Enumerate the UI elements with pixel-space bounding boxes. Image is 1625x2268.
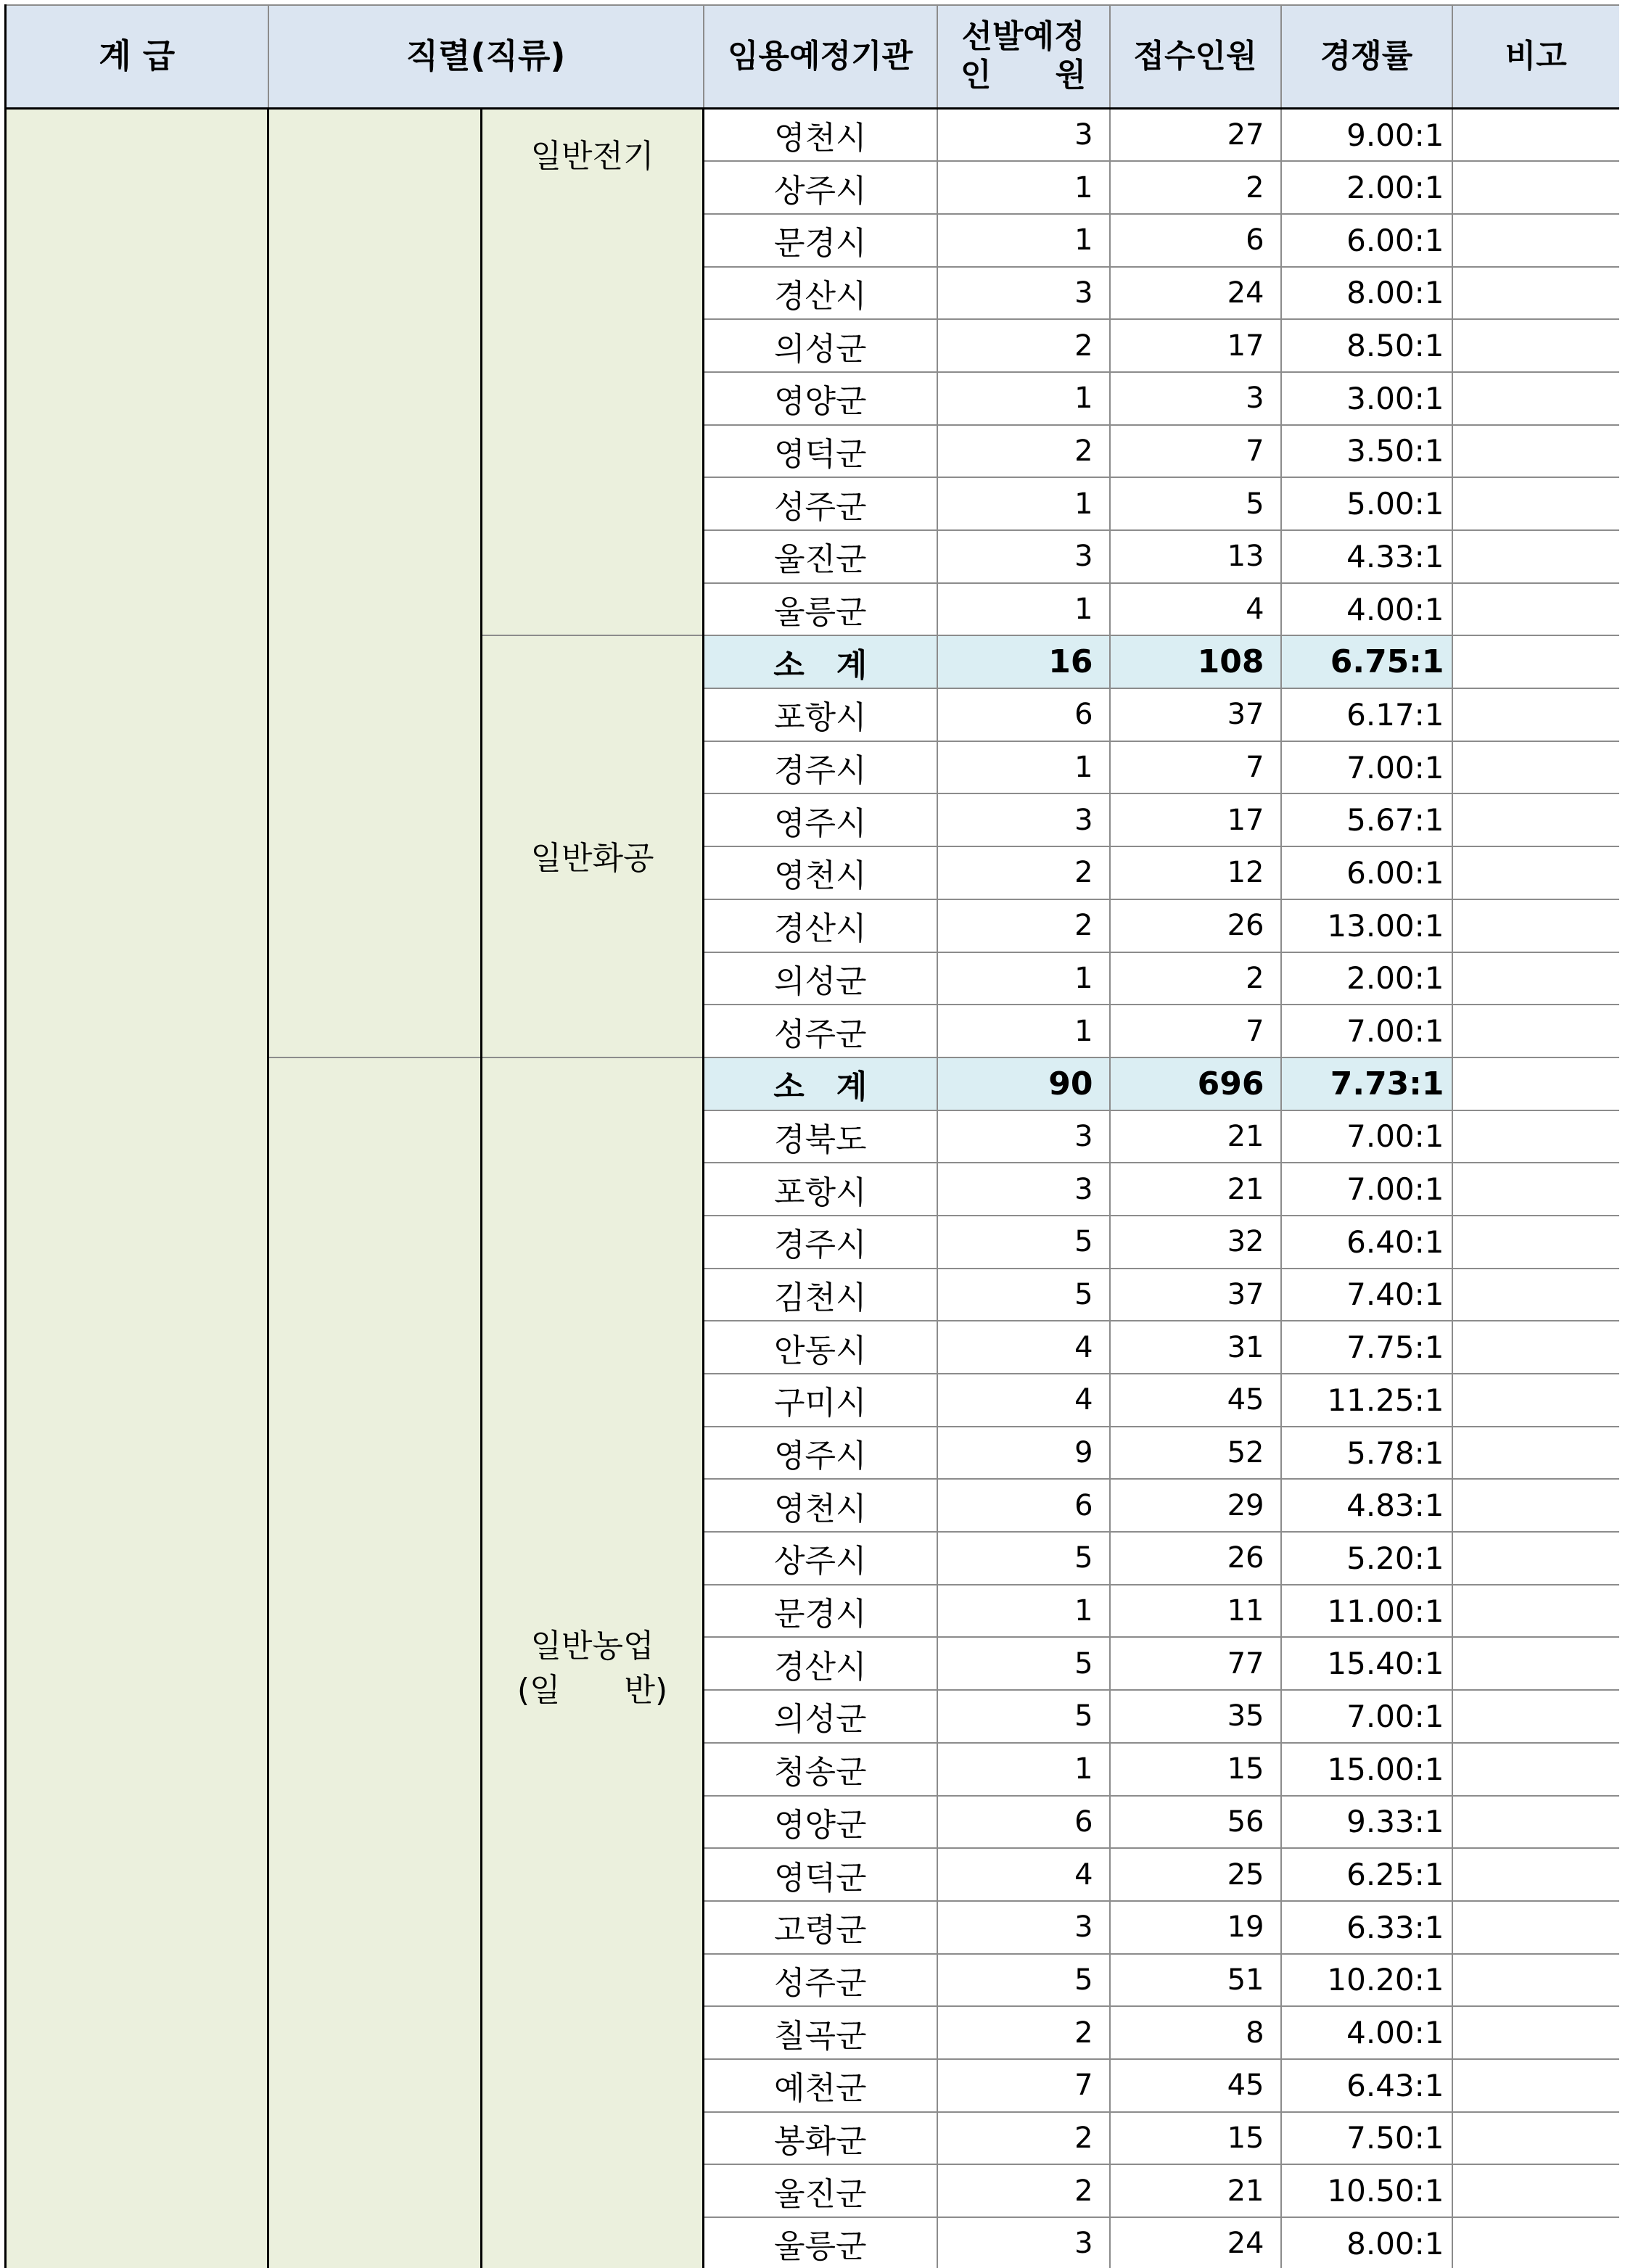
- planned-cell: 5: [937, 1532, 1110, 1585]
- header-rate: 경쟁률: [1281, 5, 1452, 109]
- note-cell: [1452, 319, 1619, 372]
- header-series: 직렬(직류): [268, 5, 704, 109]
- agency-cell: 청송군: [704, 1743, 937, 1796]
- planned-cell: 3: [937, 1110, 1110, 1163]
- note-cell: [1452, 2217, 1619, 2268]
- agency-cell: 영양군: [704, 372, 937, 425]
- agency-cell: 구미시: [704, 1374, 937, 1427]
- note-cell: [1452, 741, 1619, 794]
- header-applicants: 접수인원: [1110, 5, 1281, 109]
- rate-cell: 7.50:1: [1281, 2112, 1452, 2165]
- rate-cell: 3.00:1: [1281, 372, 1452, 425]
- table-row: [6, 109, 1620, 162]
- planned-cell: 5: [937, 1216, 1110, 1269]
- header-planned: [937, 5, 1110, 109]
- rate-cell: 4.83:1: [1281, 1479, 1452, 1532]
- agency-cell: 경북도: [704, 1110, 937, 1163]
- rate-cell: 6.25:1: [1281, 1848, 1452, 1901]
- agency-cell: 영천시: [704, 846, 937, 899]
- subtotal-applicants: 108: [1110, 635, 1281, 688]
- note-cell: [1452, 1901, 1619, 1954]
- planned-cell: 2: [937, 2112, 1110, 2165]
- header-planned-line2: 인 원: [960, 57, 1087, 94]
- planned-cell: 3: [937, 530, 1110, 583]
- rate-cell: 10.50:1: [1281, 2164, 1452, 2217]
- rate-cell: 7.00:1: [1281, 741, 1452, 794]
- note-cell: [1452, 1321, 1619, 1374]
- rate-cell: 7.00:1: [1281, 1110, 1452, 1163]
- job-label-nongeop-line2: (일 반): [517, 1672, 668, 1710]
- agency-cell: 상주시: [704, 161, 937, 214]
- applicants-cell: 2: [1110, 161, 1281, 214]
- note-cell: [1452, 1110, 1619, 1163]
- rate-cell: 11.25:1: [1281, 1374, 1452, 1427]
- note-cell: [1452, 1743, 1619, 1796]
- note-cell: [1452, 688, 1619, 741]
- note-cell: [1452, 477, 1619, 530]
- planned-cell: 3: [937, 267, 1110, 320]
- applicants-cell: 27: [1110, 109, 1281, 162]
- agency-cell: 영덕군: [704, 425, 937, 478]
- applicants-cell: 26: [1110, 1532, 1281, 1585]
- subtotal-label: 소 계: [704, 1057, 937, 1110]
- subtotal-applicants: 696: [1110, 1057, 1281, 1110]
- agency-cell: 영주시: [704, 1427, 937, 1480]
- agency-cell: 경주시: [704, 741, 937, 794]
- agency-cell: 성주군: [704, 477, 937, 530]
- note-cell: [1452, 2164, 1619, 2217]
- planned-cell: 1: [937, 1585, 1110, 1638]
- agency-cell: 경산시: [704, 267, 937, 320]
- applicants-cell: 21: [1110, 1110, 1281, 1163]
- note-cell: [1452, 109, 1619, 162]
- planned-cell: 2: [937, 846, 1110, 899]
- agency-cell: 봉화군: [704, 2112, 937, 2165]
- note-cell: [1452, 1848, 1619, 1901]
- applicants-cell: 45: [1110, 1374, 1281, 1427]
- job-cell-hwagong: [482, 635, 704, 1057]
- applicants-cell: 15: [1110, 2112, 1281, 2165]
- note-cell: [1452, 1954, 1619, 2007]
- applicants-cell: 7: [1110, 425, 1281, 478]
- planned-cell: 1: [937, 1743, 1110, 1796]
- applicants-cell: 77: [1110, 1637, 1281, 1690]
- note-cell: [1452, 267, 1619, 320]
- note-cell: [1452, 952, 1619, 1005]
- note-cell: [1452, 214, 1619, 267]
- rate-cell: 4.00:1: [1281, 2006, 1452, 2059]
- planned-cell: 4: [937, 1374, 1110, 1427]
- planned-cell: 5: [937, 1954, 1110, 2007]
- applicants-cell: 8: [1110, 2006, 1281, 2059]
- applicants-cell: 31: [1110, 1321, 1281, 1374]
- subtotal-rate: 6.75:1: [1281, 635, 1452, 688]
- rate-cell: 5.67:1: [1281, 793, 1452, 846]
- applicants-cell: 25: [1110, 1848, 1281, 1901]
- agency-cell: 영덕군: [704, 1848, 937, 1901]
- job-cell-nongeop: [482, 1057, 704, 2268]
- planned-cell: 1: [937, 372, 1110, 425]
- applicants-cell: 7: [1110, 741, 1281, 794]
- planned-cell: 3: [937, 109, 1110, 162]
- applicants-cell: 4: [1110, 583, 1281, 636]
- header-planned-line1: 선발예정: [961, 18, 1085, 56]
- applicants-cell: 35: [1110, 1690, 1281, 1743]
- applicants-cell: 2: [1110, 952, 1281, 1005]
- applicants-cell: 29: [1110, 1479, 1281, 1532]
- planned-cell: 6: [937, 1479, 1110, 1532]
- applicants-cell: 15: [1110, 1743, 1281, 1796]
- rate-cell: 2.00:1: [1281, 161, 1452, 214]
- rate-cell: 7.00:1: [1281, 1005, 1452, 1057]
- applicants-cell: 37: [1110, 688, 1281, 741]
- rate-cell: 6.00:1: [1281, 846, 1452, 899]
- applicants-cell: 51: [1110, 1954, 1281, 2007]
- grade-cell: [6, 109, 268, 2268]
- agency-cell: 포항시: [704, 688, 937, 741]
- note-cell: [1452, 530, 1619, 583]
- rate-cell: 15.00:1: [1281, 1743, 1452, 1796]
- rate-cell: 2.00:1: [1281, 952, 1452, 1005]
- job-label-jeongi: 일반전기: [530, 138, 654, 175]
- rate-cell: 6.43:1: [1281, 2059, 1452, 2112]
- rate-cell: 15.40:1: [1281, 1637, 1452, 1690]
- applicants-cell: 3: [1110, 372, 1281, 425]
- note-cell: [1452, 2006, 1619, 2059]
- note-cell: [1452, 1216, 1619, 1269]
- agency-cell: 의성군: [704, 952, 937, 1005]
- applicants-cell: 6: [1110, 214, 1281, 267]
- agency-cell: 칠곡군: [704, 2006, 937, 2059]
- agency-cell: 문경시: [704, 1585, 937, 1638]
- note-cell: [1452, 1163, 1619, 1216]
- rate-cell: 6.17:1: [1281, 688, 1452, 741]
- agency-cell: 고령군: [704, 1901, 937, 1954]
- planned-cell: 3: [937, 2217, 1110, 2268]
- agency-cell: 영천시: [704, 1479, 937, 1532]
- note-cell: [1452, 1796, 1619, 1849]
- planned-cell: 2: [937, 899, 1110, 952]
- agency-cell: 울릉군: [704, 2217, 937, 2268]
- agency-cell: 울진군: [704, 2164, 937, 2217]
- rate-cell: 9.00:1: [1281, 109, 1452, 162]
- agency-cell: 문경시: [704, 214, 937, 267]
- planned-cell: 2: [937, 2164, 1110, 2217]
- agency-cell: 영양군: [704, 1796, 937, 1849]
- subtotal-planned: 16: [937, 635, 1110, 688]
- planned-cell: 1: [937, 583, 1110, 636]
- rate-cell: 6.40:1: [1281, 1216, 1452, 1269]
- series-cell-upper: [268, 109, 482, 1057]
- note-cell: [1452, 1374, 1619, 1427]
- planned-cell: 4: [937, 1848, 1110, 1901]
- recruitment-table-sheet: [4, 4, 1619, 2268]
- rate-cell: 11.00:1: [1281, 1585, 1452, 1638]
- agency-cell: 의성군: [704, 319, 937, 372]
- applicants-cell: 56: [1110, 1796, 1281, 1849]
- note-cell: [1452, 2112, 1619, 2165]
- subtotal-planned: 90: [937, 1057, 1110, 1110]
- agency-cell: 영천시: [704, 109, 937, 162]
- applicants-cell: 12: [1110, 846, 1281, 899]
- job-label-hwagong: 일반화공: [530, 840, 654, 878]
- note-cell: [1452, 635, 1619, 688]
- planned-cell: 2: [937, 425, 1110, 478]
- header-row: [6, 5, 1620, 109]
- series-cell-lower: [268, 1057, 482, 2268]
- agency-cell: 안동시: [704, 1321, 937, 1374]
- subtotal-rate: 7.73:1: [1281, 1057, 1452, 1110]
- header-grade: 계 급: [6, 5, 268, 109]
- applicants-cell: 5: [1110, 477, 1281, 530]
- header-note: 비고: [1452, 5, 1619, 109]
- applicants-cell: 17: [1110, 793, 1281, 846]
- planned-cell: 1: [937, 952, 1110, 1005]
- agency-cell: 울진군: [704, 530, 937, 583]
- planned-cell: 4: [937, 1321, 1110, 1374]
- planned-cell: 1: [937, 477, 1110, 530]
- planned-cell: 1: [937, 1005, 1110, 1057]
- planned-cell: 7: [937, 2059, 1110, 2112]
- planned-cell: 9: [937, 1427, 1110, 1480]
- rate-cell: 5.78:1: [1281, 1427, 1452, 1480]
- job-label-nongeop-line1: 일반농업: [530, 1627, 654, 1665]
- planned-cell: 1: [937, 161, 1110, 214]
- applicants-cell: 52: [1110, 1427, 1281, 1480]
- note-cell: [1452, 1637, 1619, 1690]
- note-cell: [1452, 372, 1619, 425]
- agency-cell: 상주시: [704, 1532, 937, 1585]
- agency-cell: 경주시: [704, 1216, 937, 1269]
- planned-cell: 6: [937, 688, 1110, 741]
- agency-cell: 울릉군: [704, 583, 937, 636]
- applicants-cell: 32: [1110, 1216, 1281, 1269]
- agency-cell: 김천시: [704, 1269, 937, 1321]
- rate-cell: 4.00:1: [1281, 583, 1452, 636]
- rate-cell: 6.33:1: [1281, 1901, 1452, 1954]
- rate-cell: 7.00:1: [1281, 1163, 1452, 1216]
- note-cell: [1452, 846, 1619, 899]
- planned-cell: 3: [937, 1901, 1110, 1954]
- rate-cell: 5.00:1: [1281, 477, 1452, 530]
- note-cell: [1452, 899, 1619, 952]
- planned-cell: 1: [937, 214, 1110, 267]
- agency-cell: 경산시: [704, 1637, 937, 1690]
- header-agency: 임용예정기관: [704, 5, 937, 109]
- rate-cell: 10.20:1: [1281, 1954, 1452, 2007]
- planned-cell: 5: [937, 1690, 1110, 1743]
- note-cell: [1452, 1269, 1619, 1321]
- applicants-cell: 24: [1110, 2217, 1281, 2268]
- applicants-cell: 21: [1110, 1163, 1281, 1216]
- note-cell: [1452, 1427, 1619, 1480]
- note-cell: [1452, 583, 1619, 636]
- applicants-cell: 17: [1110, 319, 1281, 372]
- rate-cell: 6.00:1: [1281, 214, 1452, 267]
- agency-cell: 포항시: [704, 1163, 937, 1216]
- planned-cell: 2: [937, 2006, 1110, 2059]
- planned-cell: 5: [937, 1637, 1110, 1690]
- rate-cell: 9.33:1: [1281, 1796, 1452, 1849]
- note-cell: [1452, 425, 1619, 478]
- rate-cell: 7.00:1: [1281, 1690, 1452, 1743]
- note-cell: [1452, 1585, 1619, 1638]
- rate-cell: 13.00:1: [1281, 899, 1452, 952]
- rate-cell: 5.20:1: [1281, 1532, 1452, 1585]
- planned-cell: 6: [937, 1796, 1110, 1849]
- note-cell: [1452, 793, 1619, 846]
- applicants-cell: 13: [1110, 530, 1281, 583]
- note-cell: [1452, 1479, 1619, 1532]
- rate-cell: 7.40:1: [1281, 1269, 1452, 1321]
- planned-cell: 2: [937, 319, 1110, 372]
- note-cell: [1452, 1005, 1619, 1057]
- agency-cell: 경산시: [704, 899, 937, 952]
- rate-cell: 4.33:1: [1281, 530, 1452, 583]
- rate-cell: 8.00:1: [1281, 2217, 1452, 2268]
- applicants-cell: 21: [1110, 2164, 1281, 2217]
- job-label-nongeop: [482, 1058, 702, 1713]
- note-cell: [1452, 1057, 1619, 1110]
- applicants-cell: 24: [1110, 267, 1281, 320]
- note-cell: [1452, 161, 1619, 214]
- rate-cell: 7.75:1: [1281, 1321, 1452, 1374]
- planned-cell: 5: [937, 1269, 1110, 1321]
- applicants-cell: 45: [1110, 2059, 1281, 2112]
- agency-cell: 예천군: [704, 2059, 937, 2112]
- applicants-cell: 37: [1110, 1269, 1281, 1321]
- agency-cell: 성주군: [704, 1005, 937, 1057]
- applicants-cell: 26: [1110, 899, 1281, 952]
- applicants-cell: 11: [1110, 1585, 1281, 1638]
- agency-cell: 의성군: [704, 1690, 937, 1743]
- rate-cell: 3.50:1: [1281, 425, 1452, 478]
- job-cell-jeongi: [482, 109, 704, 636]
- applicants-cell: 7: [1110, 1005, 1281, 1057]
- note-cell: [1452, 1690, 1619, 1743]
- agency-cell: 영주시: [704, 793, 937, 846]
- planned-cell: 3: [937, 793, 1110, 846]
- recruitment-table: [4, 4, 1619, 2268]
- planned-cell: 1: [937, 741, 1110, 794]
- subtotal-label: 소 계: [704, 635, 937, 688]
- note-cell: [1452, 2059, 1619, 2112]
- agency-cell: 성주군: [704, 1954, 937, 2007]
- planned-cell: 3: [937, 1163, 1110, 1216]
- rate-cell: 8.50:1: [1281, 319, 1452, 372]
- rate-cell: 8.00:1: [1281, 267, 1452, 320]
- note-cell: [1452, 1532, 1619, 1585]
- applicants-cell: 19: [1110, 1901, 1281, 1954]
